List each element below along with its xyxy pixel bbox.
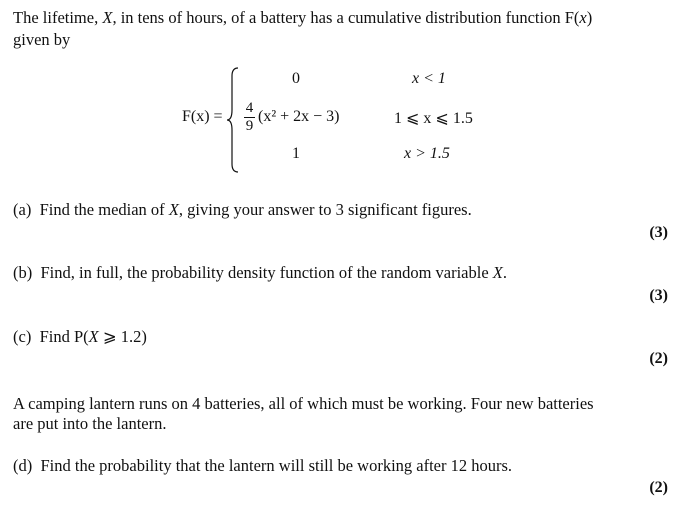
question-text: Find P( <box>39 327 89 346</box>
case2-fraction <box>244 101 255 134</box>
question-c <box>13 326 147 348</box>
intro-line-1 <box>13 7 592 29</box>
question-text-cont: . <box>502 263 508 282</box>
left-brace <box>226 66 240 174</box>
marks-d: (2) <box>649 479 668 496</box>
intro-text-end: ) <box>586 8 593 27</box>
question-text: Find the median of <box>39 200 169 219</box>
intro-variable: X <box>102 8 113 27</box>
marks-a: (3) <box>649 224 668 241</box>
cdf-lhs: F(x) = <box>182 108 223 125</box>
lantern-line-1: A camping lantern runs on 4 batteries, all of which must be working. Four new batteries <box>13 394 594 413</box>
question-label: (c) <box>13 327 32 346</box>
question-a <box>13 199 472 221</box>
question-d <box>13 455 512 477</box>
intro-text: The lifetime, <box>13 8 103 27</box>
question-variable: X <box>88 327 99 346</box>
question-label: (d) <box>13 456 33 475</box>
question-variable: X <box>492 263 503 282</box>
case3-expr: 1 <box>292 145 300 162</box>
marks-c: (2) <box>649 350 668 367</box>
case1-cond: x < 1 <box>412 70 446 87</box>
lantern-line-2: are put into the lantern. <box>13 414 167 433</box>
question-label: (a) <box>13 200 32 219</box>
marks-b: (3) <box>649 287 668 304</box>
case2-expr: (x² + 2x − 3) <box>258 108 340 125</box>
intro-x: x <box>579 8 587 27</box>
fraction-denominator: 9 <box>245 118 254 134</box>
intro-line-2: given by <box>13 30 71 49</box>
intro-text-cont: , in tens of hours, of a battery has a cumulative distribution function F( <box>112 8 580 27</box>
case3-cond: x > 1.5 <box>404 145 450 162</box>
case2-cond: 1 ⩽ x ⩽ 1.5 <box>394 110 473 127</box>
question-text-cont: , giving your answer to 3 significant figures. <box>178 200 472 219</box>
question-text: Find, in full, the probability density function of the random variable <box>40 263 493 282</box>
question-variable: X <box>168 200 179 219</box>
question-b <box>13 262 507 284</box>
question-label: (b) <box>13 263 33 282</box>
case1-expr: 0 <box>292 70 300 87</box>
question-text: Find the probability that the lantern will still be working after 12 hours. <box>40 456 513 475</box>
question-text-cont: ⩾ 1.2) <box>98 327 147 346</box>
fraction-numerator: 4 <box>245 100 254 116</box>
